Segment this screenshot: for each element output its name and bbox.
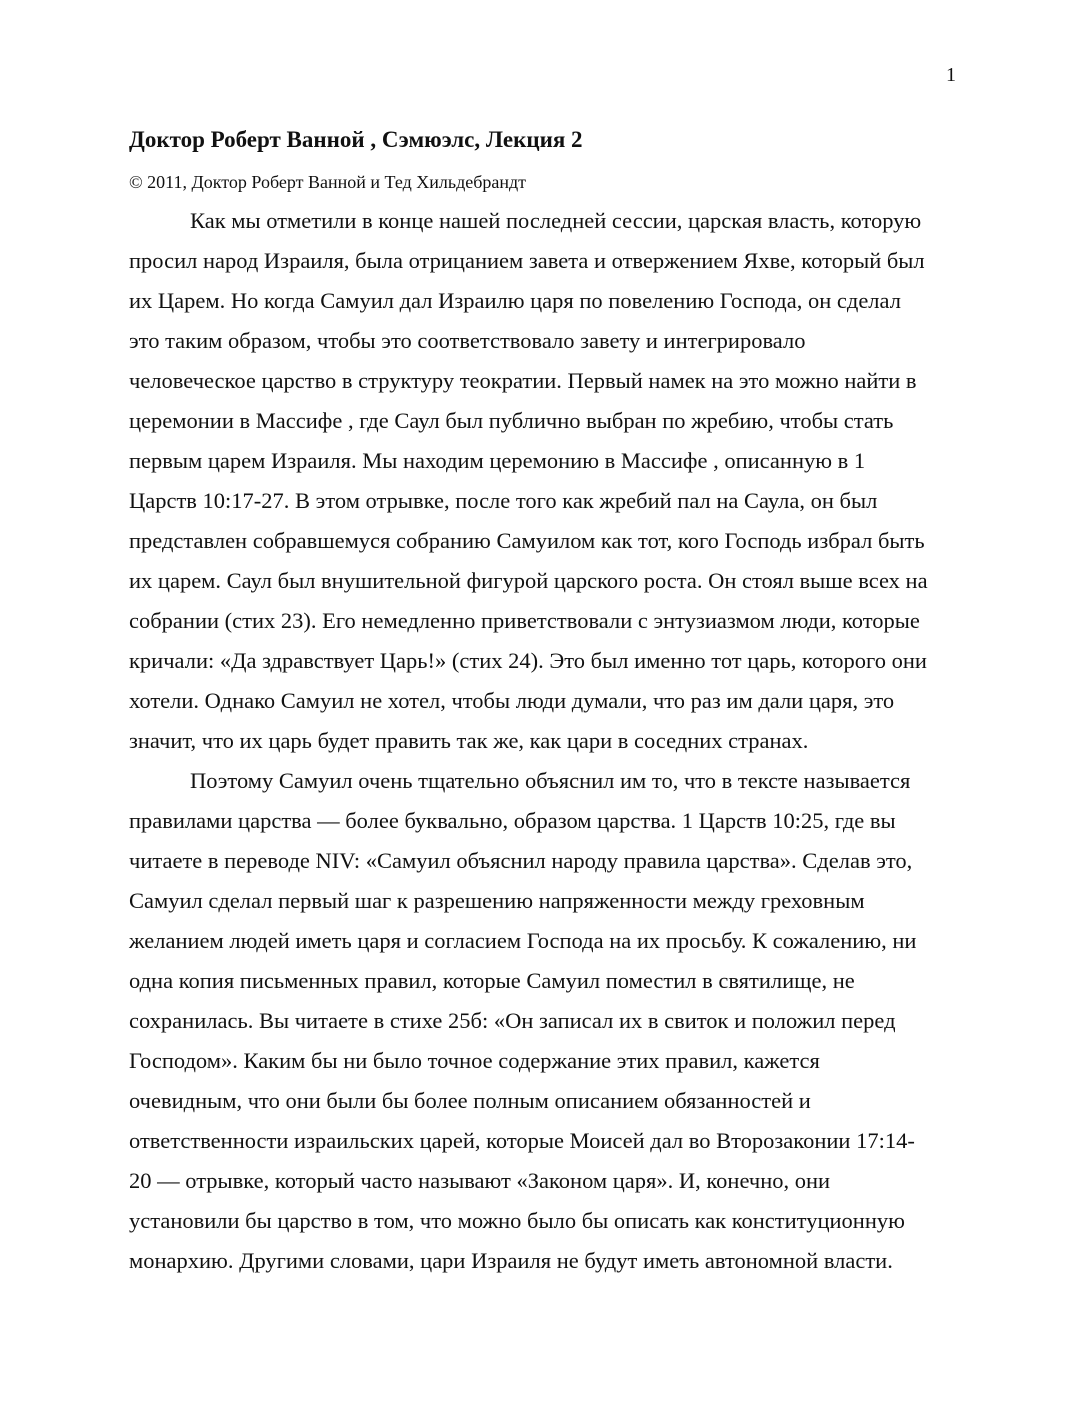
text-line: представлен собравшемуся собранию Самуилом как тот, кого Господь избрал быть bbox=[129, 528, 925, 553]
text-line: Самуил сделал первый шаг к разрешению напряженности между греховным bbox=[129, 888, 865, 913]
text-line: церемонии в Массифе , где Саул был публично выбран по жребию, чтобы стать bbox=[129, 408, 894, 433]
text-line: 20 — отрывке, который часто называют «Законом царя». И, конечно, они bbox=[129, 1168, 831, 1193]
copyright-line: © 2011, Доктор Роберт Ванной и Тед Хильдебрандт bbox=[129, 172, 527, 192]
text-line: их царем. Саул был внушительной фигурой царского роста. Он стоял выше всех на bbox=[129, 568, 928, 593]
text-line: читаете в переводе NIV: «Самуил объяснил народу правила царства». Сделав это, bbox=[129, 848, 913, 873]
text-line: кричали: «Да здравствует Царь!» (стих 24). Это был именно тот царь, которого они bbox=[129, 648, 927, 673]
text-line: сохранилась. Вы читаете в стихе 25б: «Он записал их в свиток и положил перед bbox=[129, 1008, 896, 1033]
text-line: очевидным, что они были бы более полным описанием обязанностей и bbox=[129, 1088, 811, 1113]
document-title: Доктор Роберт Ванной , Сэмюэлс, Лекция 2 bbox=[129, 127, 583, 152]
text-line: это таким образом, чтобы это соответствовало завету и интегрировало bbox=[129, 328, 806, 353]
text-line: первым царем Израиля. Мы находим церемонию в Массифе , описанную в 1 bbox=[129, 448, 866, 473]
text-line: одна копия письменных правил, которые Самуил поместил в святилище, не bbox=[129, 968, 855, 993]
text-line: установили бы царство в том, что можно было бы описать как конституционную bbox=[129, 1208, 905, 1233]
text-line: монархию. Другими словами, цари Израиля не будут иметь автономной власти. bbox=[129, 1248, 893, 1273]
text-line: просил народ Израиля, была отрицанием завета и отвержением Яхве, который был bbox=[129, 248, 925, 273]
text-line: Господом». Каким бы ни было точное содержание этих правил, кажется bbox=[129, 1048, 820, 1073]
text-line: Царств 10:17-27. В этом отрывке, после того как жребий пал на Саула, он был bbox=[129, 488, 878, 513]
text-line: их Царем. Но когда Самуил дал Израилю царя по повелению Господа, он сделал bbox=[129, 288, 901, 313]
text-line: человеческое царство в структуру теократии. Первый намек на это можно найти в bbox=[129, 368, 917, 393]
text-line: Поэтому Самуил очень тщательно объяснил им то, что в тексте называется bbox=[190, 768, 911, 793]
page-number: 1 bbox=[946, 64, 956, 86]
text-line: желанием людей иметь царя и согласием Господа на их просьбу. К сожалению, ни bbox=[129, 928, 917, 953]
text-line: значит, что их царь будет править так же, как цари в соседних странах. bbox=[129, 728, 809, 753]
text-line: правилами царства — более буквально, образом царства. 1 Царств 10:25, где вы bbox=[129, 808, 896, 833]
text-line: хотели. Однако Самуил не хотел, чтобы люди думали, что раз им дали царя, это bbox=[129, 688, 895, 713]
text-line: Как мы отметили в конце нашей последней сессии, царская власть, которую bbox=[190, 208, 922, 233]
text-line: ответственности израильских царей, которые Моисей дал во Второзаконии 17:14- bbox=[129, 1128, 915, 1153]
text-line: собрании (стих 23). Его немедленно приветствовали с энтузиазмом люди, которые bbox=[129, 608, 920, 633]
